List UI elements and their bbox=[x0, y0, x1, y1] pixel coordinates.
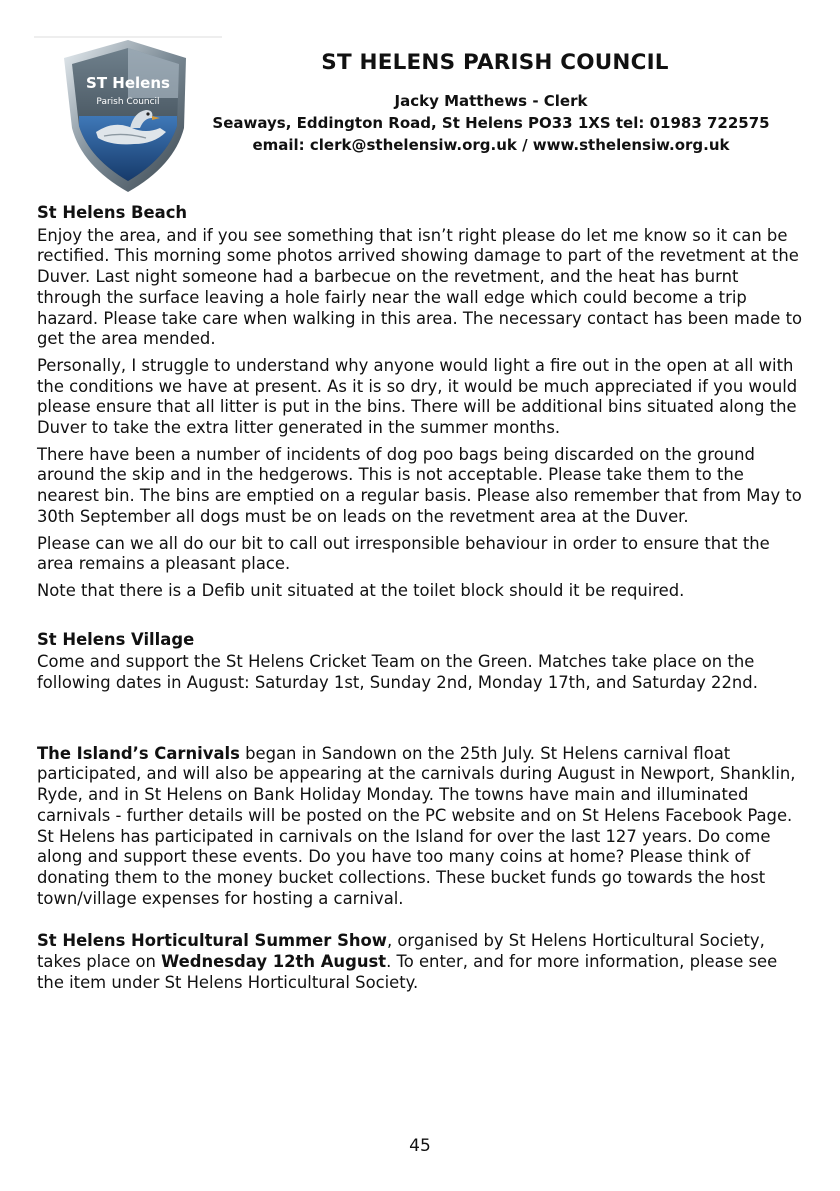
beach-heading: St Helens Beach bbox=[37, 203, 188, 222]
beach-paragraph-3: There have been a number of incidents of dog poo bags being discarded on the ground around the skip and in the hedgerows. This is not acceptable. Please take them to the nearest bin. The bins are emptied on a regular basis. Please also remember that from May to 30th September all dogs must be on leads on the revetment area at the Duver. bbox=[37, 444, 802, 526]
carnivals-text: began in Sandown on the 25th July. St Helens carnival float participated, and will also be appearing at the carnivals during August in Newport, Shanklin, Ryde, and in St Helens on Bank Holiday Monday. The towns have main and illuminated carnivals - further details will be posted on the PC website and on St Helens Facebook Page. St Helens has participated in carnivals on the Island for over the last 127 years. Do come along and support these events. Do you have too many coins at home? Please think of donating them to the money bucket collections. These bucket funds go towards the host town/village expenses for hosting a carnival. bbox=[37, 743, 796, 908]
beach-paragraph-1: Enjoy the area, and if you see something that isn’t right please do let me know so it can be rectified. This morning some photos arrived showing damage to part of the revetment at the Duver. Last night someone had a barbecue on the revetment, and the heat has burnt through the surface leaving a hole fairly near the wall edge which could become a trip hazard. Please take care when walking in this area. The necessary contact has been made to get the area mended. bbox=[37, 225, 803, 349]
show-text-1: , organised by St Helens Horticultural Society, takes place on bbox=[37, 931, 765, 972]
section-spacer bbox=[37, 915, 803, 931]
clerk-name: Jacky Matthews - Clerk bbox=[394, 92, 588, 110]
article-body bbox=[37, 203, 803, 1000]
section-spacer bbox=[37, 700, 803, 744]
section-spacer bbox=[37, 608, 803, 630]
village-heading: St Helens Village bbox=[37, 629, 195, 649]
beach-paragraph-4: Please can we all do our bit to call out irresponsible behaviour in order to ensure that the area remains a pleasant place. bbox=[37, 533, 770, 574]
beach-paragraph-2: Personally, I struggle to understand why anyone would light a fire out in the open at all with the conditions we have at present. As it is so dry, it would be much appreciated if you would please ensure that all litter is put in the bins. There will be additional bins situated along the Duver to take the extra litter generated in the summer months. bbox=[37, 355, 798, 438]
council-logo bbox=[34, 36, 222, 196]
council-address: Seaways, Eddington Road, St Helens PO33 1XS tel: 01983 722575 bbox=[212, 114, 770, 132]
council-contact: email: clerk@sthelensiw.org.uk / www.sthelensiw.org.uk bbox=[252, 136, 730, 154]
show-text-2: . To enter, and for more information, please see the item under St Helens Horticultural Society. bbox=[37, 952, 778, 992]
council-title: ST HELENS PARISH COUNCIL bbox=[321, 50, 669, 75]
svg-text:ST Helens: ST Helens bbox=[86, 74, 170, 92]
carnivals-lead: The Island’s Carnivals bbox=[37, 743, 240, 763]
village-paragraph: Come and support the St Helens Cricket Team on the Green. Matches take place on the following dates in August: Saturday 1st, Sunday 2nd, Monday 17th, and Saturday 22nd. bbox=[37, 652, 758, 693]
carnivals-paragraph bbox=[37, 744, 803, 910]
shield-emblem-icon bbox=[34, 36, 222, 196]
show-date: Wednesday 12th August bbox=[161, 952, 387, 972]
beach-paragraph-5: Note that there is a Defib unit situated at the toilet block should it be required. bbox=[37, 580, 685, 600]
show-paragraph bbox=[37, 931, 803, 993]
letterhead bbox=[196, 50, 786, 156]
svg-text:Parish Council: Parish Council bbox=[96, 97, 160, 107]
show-lead: St Helens Horticultural Summer Show bbox=[37, 931, 387, 951]
page-number: 45 bbox=[409, 1136, 431, 1156]
